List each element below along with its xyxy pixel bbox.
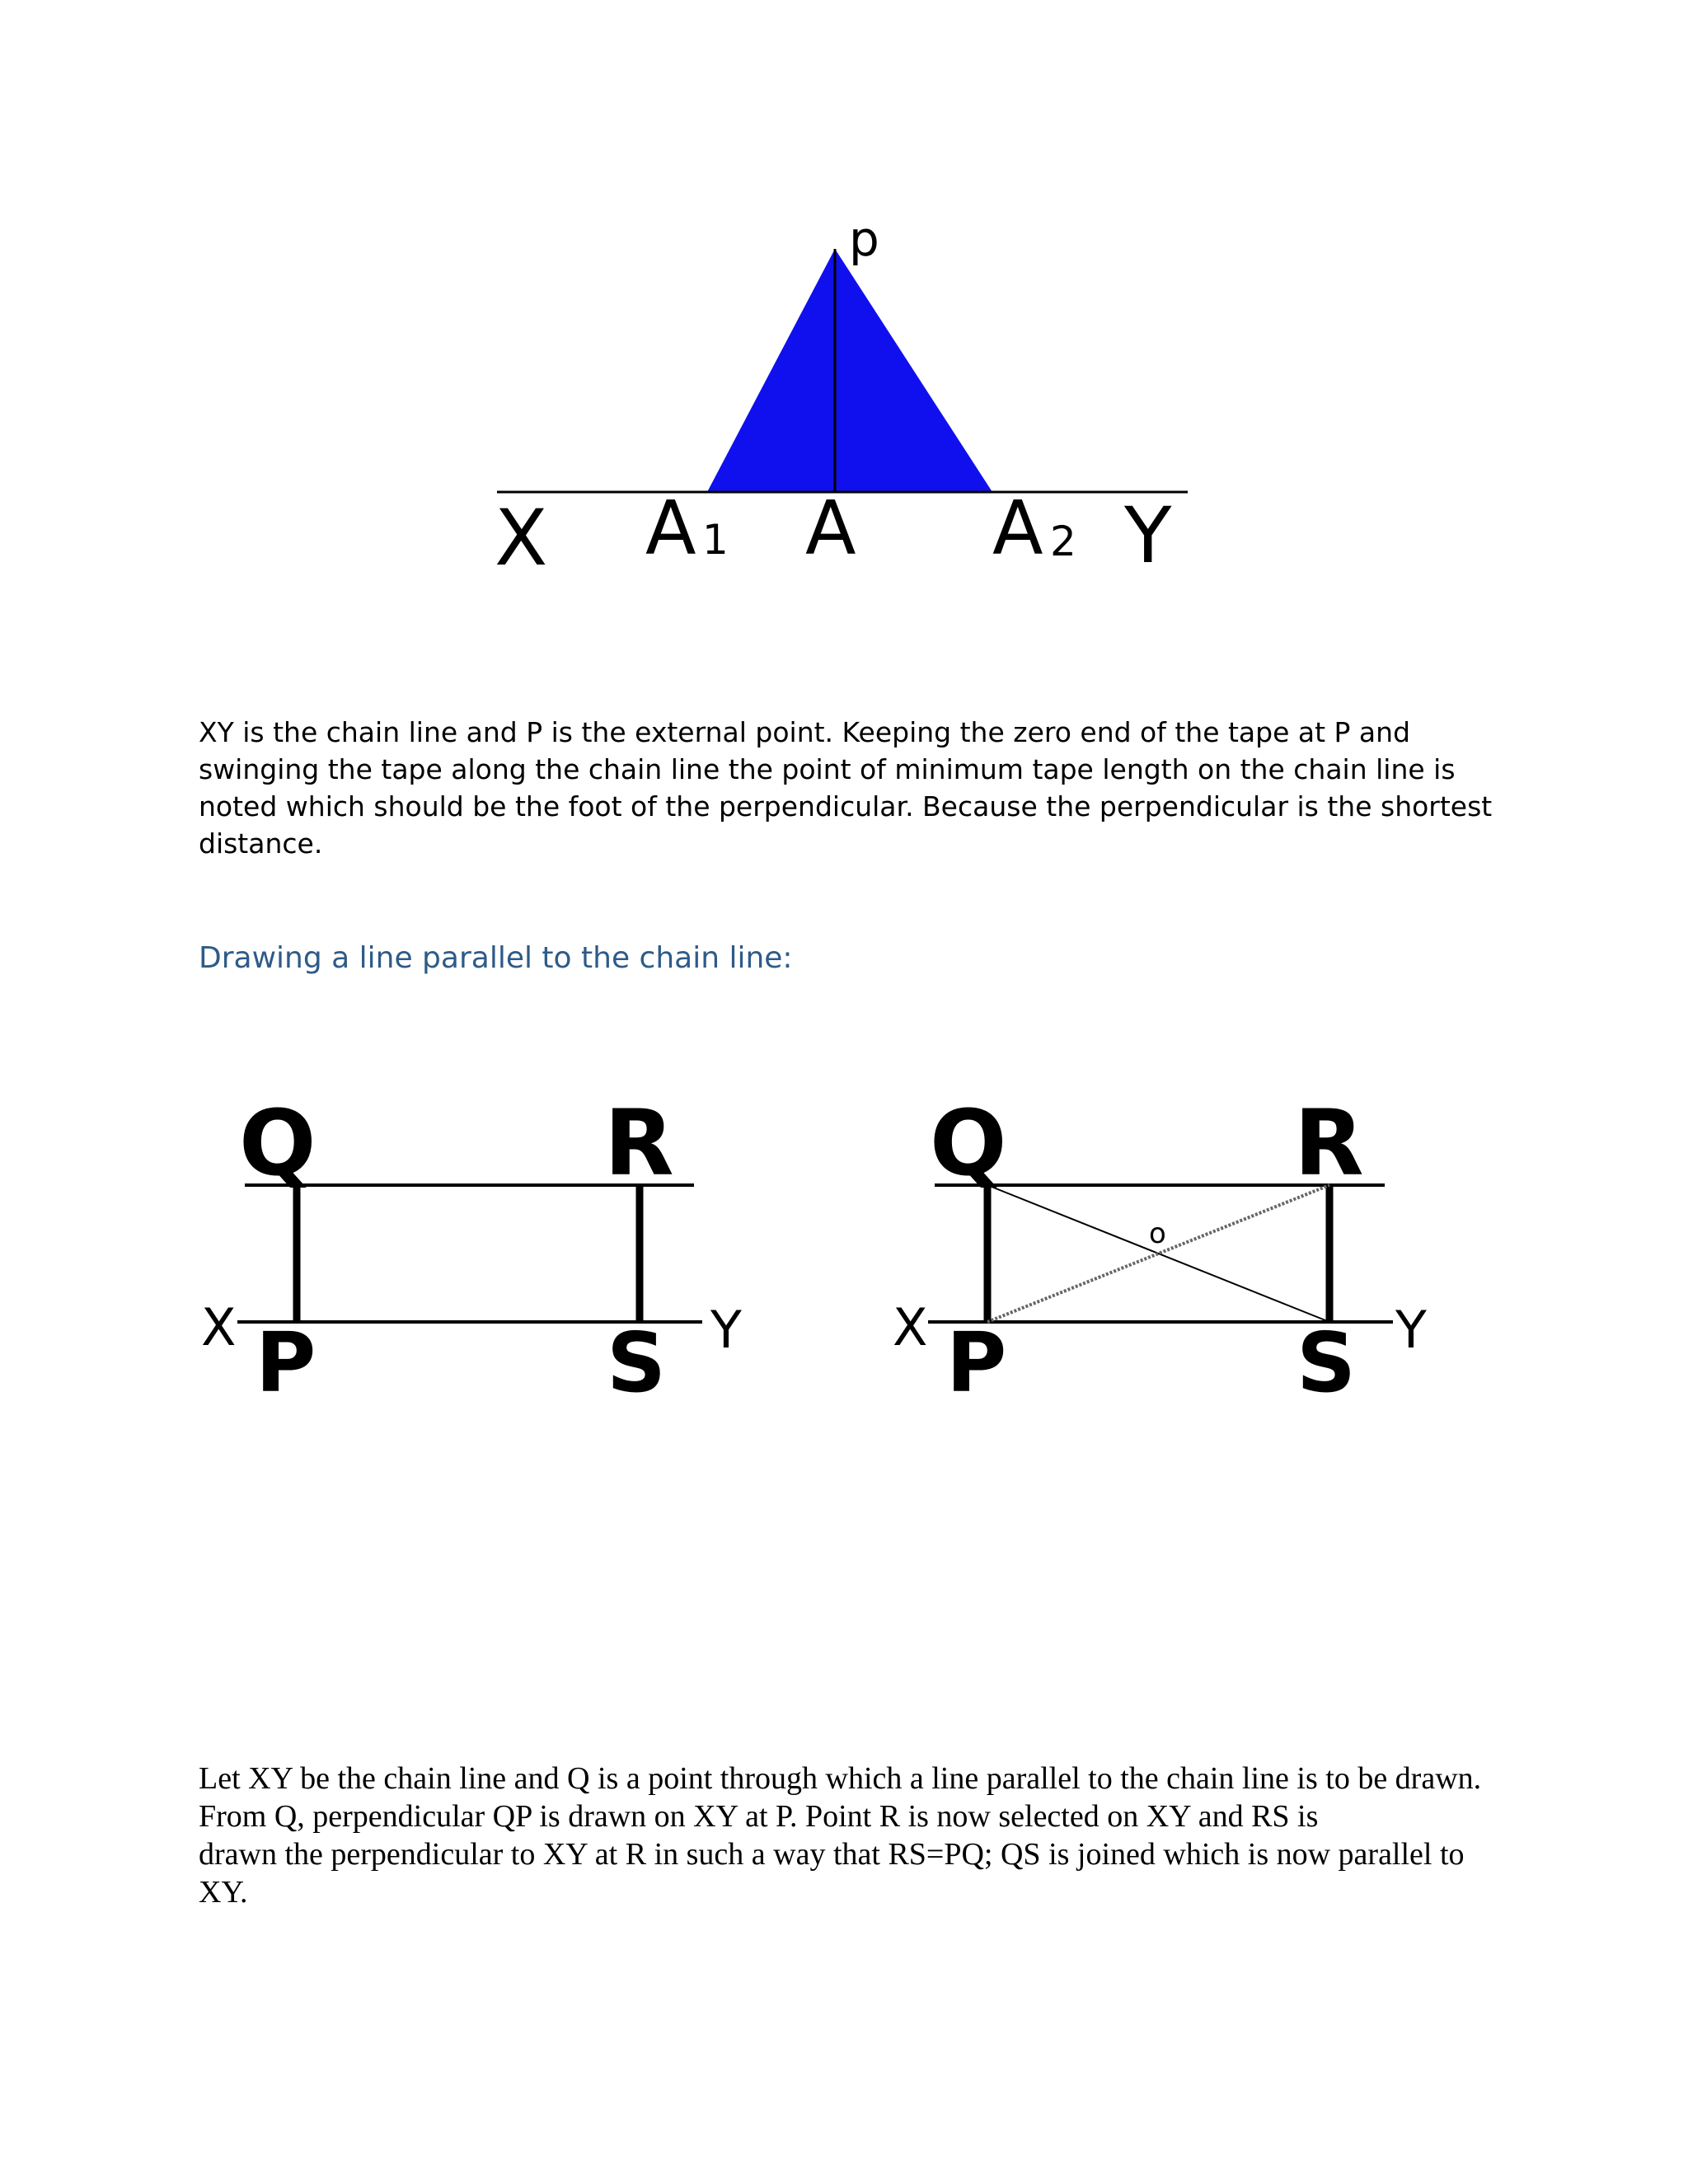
- label-y: Y: [710, 1300, 742, 1360]
- label-p: P: [256, 1315, 316, 1411]
- label-q: Q: [930, 1090, 1007, 1196]
- label-r: R: [1294, 1090, 1364, 1196]
- label-x: X: [893, 1297, 928, 1357]
- label-p: p: [849, 211, 879, 267]
- section-heading: Drawing a line parallel to the chain line:: [199, 941, 793, 975]
- label-p: P: [946, 1315, 1007, 1411]
- label-r: R: [604, 1090, 674, 1196]
- right-diagram: [893, 1090, 1427, 1411]
- label-x: X: [495, 494, 548, 583]
- label-y: Y: [1395, 1300, 1427, 1360]
- left-diagram: [201, 1090, 742, 1411]
- label-o: o: [1149, 1217, 1166, 1250]
- label-a1-subscript: 1: [702, 516, 729, 564]
- label-a1: A: [645, 485, 696, 572]
- label-q: Q: [239, 1090, 316, 1196]
- paragraph-parallel-line-2: drawn the perpendicular to XY at R in such a way that RS=PQ; QS is joined which is now parallel to XY.: [199, 1837, 1465, 1910]
- label-y: Y: [1124, 491, 1172, 581]
- label-a2: A: [992, 485, 1043, 572]
- paragraph-parallel-line-1: Let XY be the chain line and Q is a point through which a line parallel to the chain line is to be drawn. From Q, perpendicular QP is drawn on XY at P. Point R is now selected on XY and RS is: [199, 1761, 1482, 1834]
- label-s: S: [1296, 1315, 1357, 1411]
- label-a2-subscript: 2: [1050, 518, 1076, 565]
- label-s: S: [607, 1315, 667, 1411]
- label-x: X: [201, 1297, 237, 1357]
- paragraph-perpendicular: XY is the chain line and P is the external point. Keeping the zero end of the tape at P and swinging the tape along the chain line the point of minimum tape length on the chain line is noted which should be the foot of the perpendicular. Because the perpendicular is the shortest distance.: [199, 716, 1493, 860]
- label-a: A: [805, 485, 856, 572]
